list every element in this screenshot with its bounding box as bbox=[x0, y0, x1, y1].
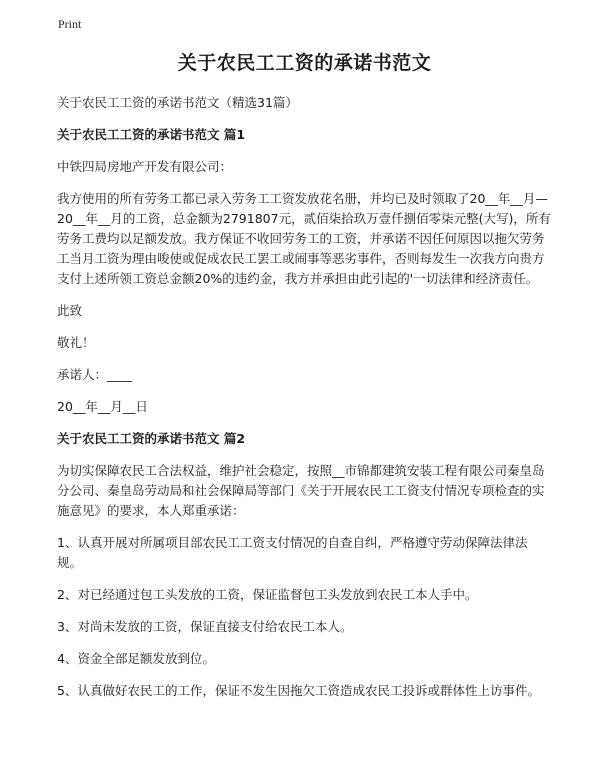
list-item: 1、认真开展对所属项目部农民工工资支付情况的自查自纠，严格遵守劳动保障法律法规。 bbox=[57, 535, 528, 570]
print-link[interactable]: Print bbox=[58, 17, 82, 31]
section1-body: 我方使用的所有劳务工都已录入劳务工工资发放花名册，并均已及时领取了20__年__月—20__年__月的工资，总金额为2791807元，贰佰柒拾玖万壹仟捌佰零柒元整(大写)，所有劳务工费均以足额发放。我方保证不收回劳务工的工资，并承诺不因任何原因以拖欠劳务工当月工资为理由唆使或促成农民工罢工或闹事等恶劣事件，否则每发生一次我方向贵方支付上述所领工资总金额20%的违约金，我方并承担由此引起的'一切法律和经济责任。 bbox=[57, 191, 551, 286]
list-item: 4、资金全部足额发放到位。 bbox=[57, 651, 215, 666]
signer-line: 承诺人：____ bbox=[57, 367, 133, 382]
document-title: 关于农民工工资的承诺书范文 bbox=[177, 52, 432, 74]
list-item: 3、对尚未发放的工资，保证直接支付给农民工本人。 bbox=[57, 619, 353, 634]
document-page bbox=[57, 48, 552, 713]
recipient-line: 中铁四局房地产开发有限公司： bbox=[57, 159, 233, 174]
closing-line-1: 此致 bbox=[57, 303, 83, 318]
section-heading-1: 关于农民工工资的承诺书范文 篇1 bbox=[57, 127, 246, 142]
section2-intro: 为切实保障农民工合法权益，维护社会稳定，按照__市锦都建筑安装工程有限公司秦皇岛分公司、秦皇岛劳动局和社会保障局等部门《关于开展农民工工资支付情况专项检查的实施意见》的要求，本人郑重承诺： bbox=[57, 463, 545, 518]
list-item: 5、认真做好农民工的工作，保证不发生因拖欠工资造成农民工投诉或群体性上访事件。 bbox=[57, 683, 540, 698]
section-heading-2: 关于农民工工资的承诺书范文 篇2 bbox=[57, 431, 246, 446]
closing-line-2: 敬礼！ bbox=[57, 335, 95, 350]
date-line: 20__年__月__日 bbox=[57, 399, 148, 414]
document-subtitle: 关于农民工工资的承诺书范文（精选31篇） bbox=[57, 95, 298, 110]
list-item: 2、对已经通过包工头发放的工资，保证监督包工头发放到农民工本人手中。 bbox=[57, 587, 478, 602]
